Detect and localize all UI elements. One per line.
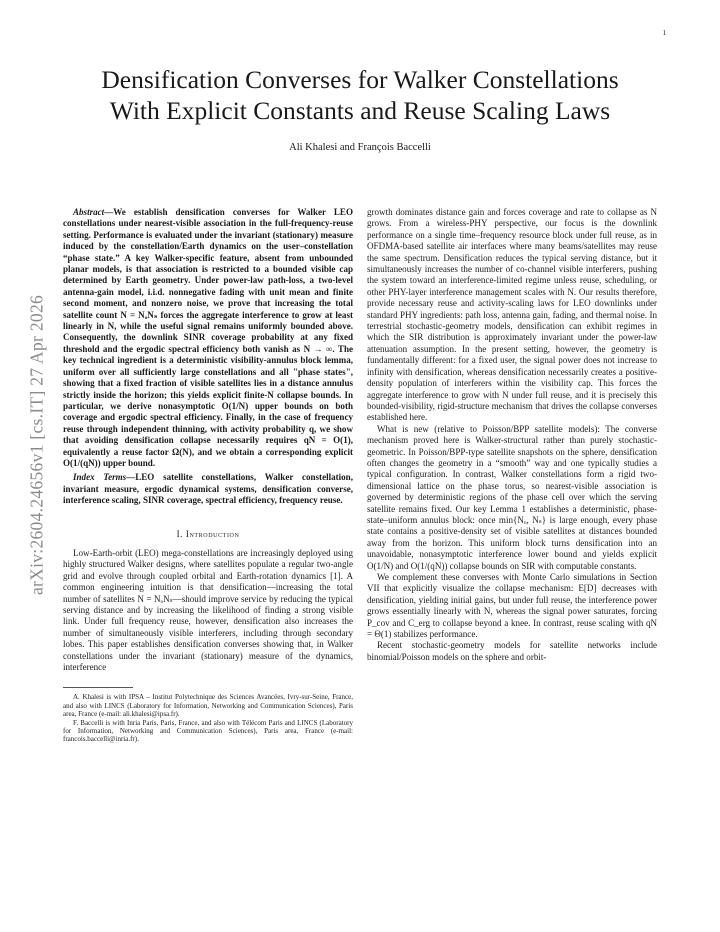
paper-title: [60, 64, 660, 126]
title-line-2: With Explicit Constants and Reuse Scaling Laws: [109, 96, 611, 125]
footnote-baccelli: F. Baccelli is with Inria Paris, Paris, France, and also with Télécom Paris and LINCS (Laboratory for Information, Networking and Communication Sciences), Paris area, France (e-mail: francois.baccelli@inria.fr).: [63, 718, 353, 744]
abstract-lead: Abstract: [73, 207, 105, 217]
index-terms-body: —LEO satellite constellations, Walker constellation, invariant measure, ergodic dynamical systems, densification converse, interference scaling, SINR coverage, spectral efficiency, frequency reuse.: [63, 472, 353, 506]
footnote-khalesi: A. Khalesi is with IPSA – Institut Polytechnique des Sciences Avancées, Ivry-sur-Seine, France, and also with LINCS (Laboratory for Information, Networking and Communication Sciences), Paris area, France (e-mail: ali.khalesi@ipsa.fr).: [63, 693, 353, 719]
footnotes: [63, 693, 353, 743]
authors: Ali Khalesi and François Baccelli: [289, 142, 431, 153]
right-paragraph-3: We complement these converses with Monte Carlo simulations in Section VII that explicitly visualize the collapse mechanism: E[D] decreases with densification, yielding initial gains, but under full reuse, the interference power grows essentially linearly with N, whereas the signal power saturates, forcing P_cov and C_erg to collapse beyond a knee. In contrast, reuse scaling with qN = Θ(1) stabilizes performance.: [367, 572, 657, 640]
right-paragraph-1: growth dominates distance gain and forces coverage and rate to collapse as N grows. From a wireless-PHY perspective, our focus is the downlink performance on a single time–frequency resource block under full reuse, as in OFDMA-based satellite air interfaces where many beams/satellites may reuse the same spectrum. Densification reduces the typical serving distance, but it simultaneously increases the number of co-channel visible interferers, pushing the system toward an interference-limited regime unless reuse, scheduling, or other PHY-layer interference management scales with N. Our results therefore, provide necessary reuse and activity-scaling laws for LEO downlinks under standard PHY ingredients: path loss, antenna gain, fading, and thermal noise. In terrestrial stochastic-geometry models, densification can exhibit regimes in which the SIR distribution is approximately invariant under the power-law attenuation assumption. In the present setting, however, the geometry is fundamentally different: for a fixed user, the signal power does not increase to infinity with densification, whereas densification necessarily creates a positive-density population of interferers within the visibility cap. This forces the aggregate interference to grow with N under full reuse, and it is precisely this bounded-visibility, rigid-structure mechanism that drives the collapse converses established here.: [367, 207, 657, 423]
section-heading-introduction: I. Introduction: [176, 528, 240, 539]
index-terms-lead: Index Terms: [73, 472, 127, 483]
arxiv-stamp: [12, 210, 62, 680]
page-number: 1: [662, 29, 666, 37]
left-column: [63, 207, 353, 744]
abstract-body: —We establish densification converses for Walker LEO constellations under nearest-visible association in the full-frequency-reuse setting. Performance is evaluated under the invariant (stationary) measure induced by the constellation/Earth dynamics on the user–constellation “phase state.” A key Walker-specific feature, absent from unbounded planar models, is that association is restricted to a bounded visible cap determined by Earth geometry. Under power-law path-loss, a two-level antenna-gain model, i.i.d. nonnegative fading with unit mean and finite second moment, and nonzero noise, we prove that increasing the total satellite count N = NₒNₛ forces the aggregate interference to grow at least linearly in N, while the useful signal remains uniformly bounded above. Consequently, the downlink SINR coverage probability at any fixed threshold and the ergodic spectral efficiency both vanish as N → ∞. The key technical ingredient is a deterministic visibility-annulus block lemma, uniform over all sufficiently large constellations and all "phase states", showing that a fixed fraction of visible satellites lies in a distance annulus strictly inside the horizon; this yields explicit finite-N collapse bounds. In particular, we derive nonasymptotic O(1/N) upper bounds on both coverage and ergodic spectral efficiency. Finally, in the case of frequency reuse through independent thinning, with activity probability q, we show that avoiding densification collapse necessarily requires qN = O(1), equivalently a reuse factor Ω(N), and we obtain a corresponding explicit O(1/(qN)) upper bound.: [63, 207, 353, 468]
right-paragraph-4: Recent stochastic-geometry models for satellite networks include binomial/Poisson models on the sphere and orbit-: [367, 640, 657, 662]
intro-paragraph: Low-Earth-orbit (LEO) mega-constellations are increasingly deployed using highly structured Walker designs, where satellites populate a regular two-angle grid and evolve through coupled orbital and Earth-rotation dynamics [1]. A common engineering intuition is that densification—increasing the total number of satellites N = NₒNₛ—should improve service by reducing the typical serving distance and by increasing the likelihood of finding a strong visible link. Under full frequency reuse, however, densification also increases the number of simultaneously visible interferers, including through secondary lobes. This paper establishes densification converses showing that, in Walker constellations under the invariant (stationary) measure of the dynamics, interference: [63, 547, 353, 673]
right-column: [367, 207, 657, 663]
abstract: [63, 207, 353, 507]
title-line-1: Densification Converses for Walker Constellations: [101, 65, 619, 94]
footnote-rule: [63, 687, 133, 688]
right-paragraph-2: What is new (relative to Poisson/BPP satellite models): The converse mechanism proved here is Walker-structural rather than purely stochastic-geometric. In Poisson/BPP-type satellite snapshots on the sphere, densification often changes the geometry in a “smooth” way and one typically studies a typical configuration. In contrast, Walker constellations form a rigid two-dimensional lattice on the phase torus, so nearest-visible association is governed by deterministic regions of the phase cell over which the serving satellite remains fixed. Our key Lemma 1 establishes a deterministic, phase-state–uniform annulus block: once min{Nₒ, Nₛ} is large enough, every phase state contains a positive-density set of visible satellites at distances bounded away from the horizon. This uniform block turns densification into an unavoidable, nonasymptotic interference lower bound and yields explicit O(1/N) and O(1/(qN)) collapse bounds on SIR with computable constants.: [367, 423, 657, 571]
arxiv-stamp-text: arXiv:2604.24656v1 [cs.IT] 27 Apr 2026: [26, 294, 47, 596]
